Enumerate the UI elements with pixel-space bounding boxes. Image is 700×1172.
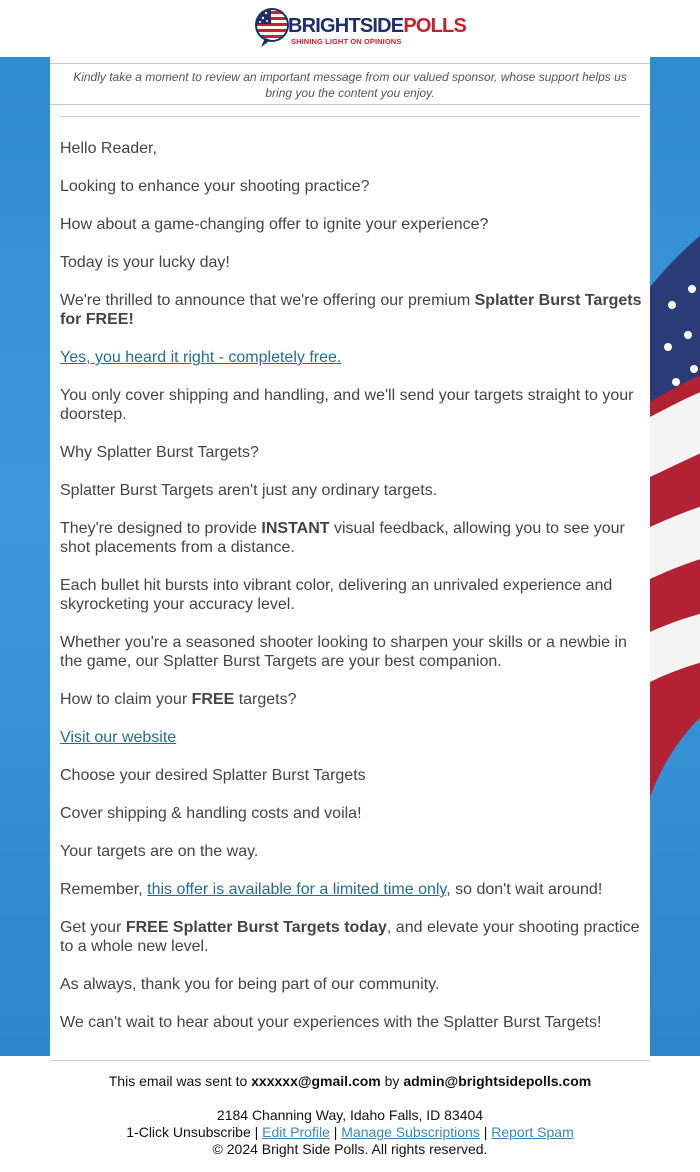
paragraph: We can't wait to hear about your experiences with the Splatter Burst Targets! [60,1014,602,1031]
paragraph: As always, thank you for being part of our community. [60,976,440,993]
sent-to-notice: This email was sent to xxxxxx@gmail.com by admin@brightsidepolls.com [108,1073,592,1089]
paragraph: You only cover shipping and handling, and we'll send your targets straight to your doorstep. [60,387,634,423]
sender-email: admin@brightsidepolls.com [403,1073,592,1089]
greeting: Hello Reader, [60,140,157,157]
paragraph: Remember, this offer is available for a limited time only, so don't wait around! [60,881,603,898]
free-offer-link[interactable]: Yes, you heard it right - completely free. [60,349,342,366]
paragraph [60,728,642,747]
visit-website-link[interactable]: Visit our website [60,729,177,746]
paragraph: Splatter Burst Targets aren't just any ordinary targets. [60,482,438,499]
unsubscribe-text[interactable]: 1-Click Unsubscribe [126,1124,251,1140]
report-spam-link[interactable]: Report Spam [491,1124,574,1140]
paragraph [60,348,642,367]
divider [50,1060,650,1061]
footer-details [0,1107,700,1158]
flag-speech-bubble-icon [255,8,291,48]
email-header [0,0,700,57]
paragraph: Looking to enhance your shooting practice? [60,178,370,195]
manage-subscriptions-link[interactable]: Manage Subscriptions [341,1124,480,1140]
paragraph: We're thrilled to announce that we're offering our premium Splatter Burst Targets for FREE! [60,292,642,328]
edit-profile-link[interactable]: Edit Profile [262,1124,330,1140]
sponsor-notice: Kindly take a moment to review an important message from our valued sponsor, whose support helps us bring you the content you enjoy. [50,63,650,105]
footer-links: 1-Click Unsubscribe | Edit Profile | Manage Subscriptions | Report Spam [126,1124,574,1140]
divider [60,116,640,117]
paragraph: Your targets are on the way. [60,843,259,860]
email-body [60,139,642,1051]
paragraph: Get your FREE Splatter Burst Targets today, and elevate your shooting practice to a whole new level. [60,919,640,955]
email-footer [0,1056,700,1172]
paragraph: Each bullet hit bursts into vibrant color, delivering an unrivaled experience and skyrocketing your accuracy level. [60,577,613,613]
brand-tagline: SHINING LIGHT ON OPINIONS [291,37,402,46]
brand-name: BRIGHTSIDEPOLLS [288,15,467,37]
paragraph: How about a game-changing offer to ignite your experience? [60,216,489,233]
brightsidepolls-logo[interactable] [255,8,467,50]
limited-time-offer-link[interactable]: this offer is available for a limited time only [147,881,447,898]
paragraph: How to claim your FREE targets? [60,691,297,708]
paragraph: Choose your desired Splatter Burst Targets [60,767,366,784]
paragraph: Cover shipping & handling costs and voila! [60,805,362,822]
paragraph: Today is your lucky day! [60,254,230,271]
mailing-address: 2184 Channing Way, Idaho Falls, ID 83404 [216,1107,484,1123]
email-card [50,57,650,1056]
recipient-email: xxxxxx@gmail.com [251,1073,381,1089]
copyright: © 2024 Bright Side Polls. All rights reserved. [212,1141,488,1157]
paragraph: Whether you're a seasoned shooter looking to sharpen your skills or a newbie in the game, our Splatter Burst Targets are your best companion. [60,634,627,670]
paragraph: Why Splatter Burst Targets? [60,444,259,461]
paragraph: They're designed to provide INSTANT visual feedback, allowing you to see your shot placements from a distance. [60,520,625,556]
